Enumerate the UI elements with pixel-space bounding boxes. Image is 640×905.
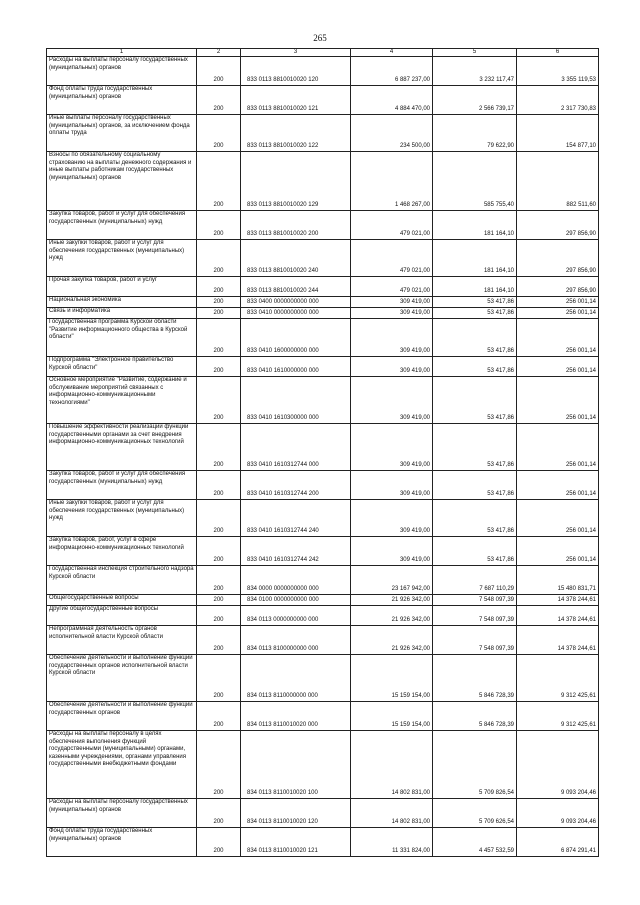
row-approved-amount: 23 167 942,00 (351, 566, 433, 595)
row-approved-amount: 309 419,00 (351, 500, 433, 537)
row-name: Иные закупки товаров, работ и услуг для обеспечения государственных (муниципальных) нужд (47, 240, 197, 277)
row-budget-code: 833 0400 0000000000 000 (241, 297, 351, 308)
row-unexecuted-amount: 2 317 730,83 (517, 86, 599, 115)
row-name: Расходы на выплаты персоналу государственных (муниципальных) органов (47, 799, 197, 828)
row-unexecuted-amount: 882 511,60 (517, 152, 599, 211)
row-executed-amount: 4 457 532,59 (433, 828, 517, 857)
row-budget-code: 833 0113 8810010020 240 (241, 240, 351, 277)
table-row (47, 57, 599, 86)
row-approved-amount: 21 926 342,00 (351, 606, 433, 626)
row-budget-code: 833 0113 8810010020 200 (241, 211, 351, 240)
row-approved-amount: 14 802 831,00 (351, 799, 433, 828)
row-executed-amount: 5 846 728,39 (433, 702, 517, 731)
row-executed-amount: 5 709 826,54 (433, 731, 517, 799)
row-executed-amount: 53 417,86 (433, 319, 517, 357)
row-code: 200 (197, 308, 241, 319)
row-executed-amount: 53 417,86 (433, 471, 517, 500)
row-executed-amount: 2 566 739,17 (433, 86, 517, 115)
row-approved-amount: 6 887 237,00 (351, 57, 433, 86)
row-executed-amount: 181 164,10 (433, 240, 517, 277)
row-name: Фонд оплаты труда государственных (муниципальных) органов (47, 86, 197, 115)
row-budget-code: 833 0410 1600000000 000 (241, 319, 351, 357)
row-unexecuted-amount: 256 001,14 (517, 500, 599, 537)
row-approved-amount: 15 159 154,00 (351, 702, 433, 731)
table-row (47, 357, 599, 377)
table-row (47, 606, 599, 626)
row-approved-amount: 309 419,00 (351, 377, 433, 424)
row-approved-amount: 479 021,00 (351, 277, 433, 297)
row-executed-amount: 53 417,86 (433, 377, 517, 424)
table-row (47, 731, 599, 799)
header-col-2: 2 (197, 49, 241, 57)
row-name: Государственная программа Курской области "Развитие информационного общества в Курской области" (47, 319, 197, 357)
table-row (47, 655, 599, 702)
row-executed-amount: 79 622,90 (433, 115, 517, 152)
row-unexecuted-amount: 256 001,14 (517, 297, 599, 308)
table-row (47, 595, 599, 606)
row-executed-amount: 5 709 626,54 (433, 799, 517, 828)
row-approved-amount: 309 419,00 (351, 471, 433, 500)
row-code: 200 (197, 471, 241, 500)
row-code: 200 (197, 297, 241, 308)
table-body (47, 57, 599, 857)
table-row (47, 424, 599, 471)
row-name: Взносы по обязательному социальному страхованию на выплаты денежного содержания и иные выплаты работникам государственных (муниципальных) органов (47, 152, 197, 211)
row-code: 200 (197, 424, 241, 471)
header-col-3: 3 (241, 49, 351, 57)
row-budget-code: 833 0410 1610312744 000 (241, 424, 351, 471)
table-row (47, 566, 599, 595)
table-row (47, 115, 599, 152)
row-executed-amount: 5 846 728,39 (433, 655, 517, 702)
row-code: 200 (197, 377, 241, 424)
row-executed-amount: 3 232 117,47 (433, 57, 517, 86)
row-executed-amount: 53 417,86 (433, 297, 517, 308)
row-name: Связь и информатика (47, 308, 197, 319)
row-code: 200 (197, 211, 241, 240)
row-budget-code: 833 0410 1610312744 240 (241, 500, 351, 537)
row-executed-amount: 181 164,10 (433, 211, 517, 240)
table-row (47, 799, 599, 828)
row-approved-amount: 309 419,00 (351, 424, 433, 471)
table-row (47, 828, 599, 857)
row-budget-code: 834 0113 0000000000 000 (241, 606, 351, 626)
header-row (47, 49, 599, 57)
row-budget-code: 834 0000 0000000000 000 (241, 566, 351, 595)
row-name: Фонд оплаты труда государственных (муниципальных) органов (47, 828, 197, 857)
row-unexecuted-amount: 256 001,14 (517, 377, 599, 424)
row-budget-code: 834 0113 8100000000 000 (241, 626, 351, 655)
row-approved-amount: 309 419,00 (351, 537, 433, 566)
row-unexecuted-amount: 154 877,10 (517, 115, 599, 152)
row-code: 200 (197, 500, 241, 537)
row-unexecuted-amount: 256 001,14 (517, 471, 599, 500)
row-unexecuted-amount: 9 093 204,46 (517, 799, 599, 828)
row-unexecuted-amount: 14 378 244,61 (517, 595, 599, 606)
budget-table (46, 48, 599, 857)
row-approved-amount: 234 500,00 (351, 115, 433, 152)
row-name: Основное мероприятие "Развитие, содержание и обслуживание мероприятий связанных с информационно-коммуникационными технологиями" (47, 377, 197, 424)
row-code: 200 (197, 240, 241, 277)
row-budget-code: 833 0113 8810010020 244 (241, 277, 351, 297)
row-executed-amount: 53 417,86 (433, 500, 517, 537)
row-name: Общегосударственные вопросы (47, 595, 197, 606)
row-unexecuted-amount: 297 856,90 (517, 211, 599, 240)
row-budget-code: 833 0410 1610312744 200 (241, 471, 351, 500)
row-approved-amount: 11 331 824,00 (351, 828, 433, 857)
row-code: 200 (197, 57, 241, 86)
row-executed-amount: 7 687 110,29 (433, 566, 517, 595)
row-budget-code: 833 0113 8810010020 120 (241, 57, 351, 86)
row-unexecuted-amount: 256 001,14 (517, 537, 599, 566)
row-code: 200 (197, 357, 241, 377)
row-approved-amount: 479 021,00 (351, 240, 433, 277)
row-code: 200 (197, 828, 241, 857)
row-name: Расходы на выплаты персоналу в целях обеспечения выполнения функций государственными (муниципальными) органами, казенными учреждениями, органами управления государственными внебюджетными фондами (47, 731, 197, 799)
row-approved-amount: 15 159 154,00 (351, 655, 433, 702)
row-approved-amount: 309 419,00 (351, 357, 433, 377)
header-col-4: 4 (351, 49, 433, 57)
table-row (47, 86, 599, 115)
row-approved-amount: 309 419,00 (351, 297, 433, 308)
row-executed-amount: 181 164,10 (433, 277, 517, 297)
row-name: Прочая закупка товаров, работ и услуг (47, 277, 197, 297)
row-unexecuted-amount: 9 312 425,61 (517, 702, 599, 731)
table-row (47, 319, 599, 357)
row-budget-code: 834 0113 8110010020 120 (241, 799, 351, 828)
header-col-5: 5 (433, 49, 517, 57)
row-unexecuted-amount: 6 874 291,41 (517, 828, 599, 857)
row-executed-amount: 53 417,86 (433, 308, 517, 319)
row-code: 200 (197, 731, 241, 799)
row-unexecuted-amount: 15 480 831,71 (517, 566, 599, 595)
row-unexecuted-amount: 256 001,14 (517, 319, 599, 357)
row-unexecuted-amount: 3 355 119,53 (517, 57, 599, 86)
row-executed-amount: 7 548 097,39 (433, 626, 517, 655)
row-code: 200 (197, 566, 241, 595)
row-approved-amount: 4 884 470,00 (351, 86, 433, 115)
row-budget-code: 833 0113 8810010020 129 (241, 152, 351, 211)
row-name: Закупка товаров, работ и услуг для обеспечения государственных (муниципальных) нужд (47, 211, 197, 240)
table-row (47, 500, 599, 537)
row-budget-code: 833 0113 8810010020 122 (241, 115, 351, 152)
row-unexecuted-amount: 256 001,14 (517, 357, 599, 377)
row-code: 200 (197, 115, 241, 152)
table-row (47, 702, 599, 731)
row-unexecuted-amount: 256 001,14 (517, 424, 599, 471)
row-budget-code: 834 0113 8110010020 000 (241, 702, 351, 731)
row-budget-code: 833 0410 0000000000 000 (241, 308, 351, 319)
row-name: Повышение эффективности реализации функций государственными органами за счет внедрения информационно-коммуникационных технологий (47, 424, 197, 471)
row-executed-amount: 53 417,86 (433, 357, 517, 377)
row-unexecuted-amount: 14 378 244,61 (517, 606, 599, 626)
row-executed-amount: 53 417,86 (433, 424, 517, 471)
header-col-6: 6 (517, 49, 599, 57)
row-budget-code: 834 0113 8110010020 100 (241, 731, 351, 799)
row-name: Обеспечение деятельности и выполнение функций государственных органов исполнительной власти Курской области (47, 655, 197, 702)
row-code: 200 (197, 595, 241, 606)
row-code: 200 (197, 799, 241, 828)
row-code: 200 (197, 537, 241, 566)
row-name: Закупка товаров, работ и услуг для обеспечения государственных (муниципальных) нужд (47, 471, 197, 500)
row-approved-amount: 309 419,00 (351, 319, 433, 357)
row-code: 200 (197, 152, 241, 211)
table-row (47, 308, 599, 319)
row-name: Другие общегосударственные вопросы (47, 606, 197, 626)
table-row (47, 240, 599, 277)
row-executed-amount: 7 548 097,39 (433, 595, 517, 606)
row-unexecuted-amount: 297 856,90 (517, 277, 599, 297)
row-executed-amount: 7 548 097,39 (433, 606, 517, 626)
row-name: Закупка товаров, работ, услуг в сфере информационно-коммуникационных технологий (47, 537, 197, 566)
row-name: Обеспечение деятельности и выполнение функций государственных органов (47, 702, 197, 731)
table-row (47, 626, 599, 655)
header-col-1: 1 (47, 49, 197, 57)
row-code: 200 (197, 319, 241, 357)
row-budget-code: 833 0410 1610000000 000 (241, 357, 351, 377)
row-approved-amount: 21 926 342,00 (351, 595, 433, 606)
row-code: 200 (197, 277, 241, 297)
table-row (47, 377, 599, 424)
table-row (47, 297, 599, 308)
row-name: Иные закупки товаров, работ и услуг для обеспечения государственных (муниципальных) нужд (47, 500, 197, 537)
row-unexecuted-amount: 256 001,14 (517, 308, 599, 319)
row-approved-amount: 14 802 831,00 (351, 731, 433, 799)
row-unexecuted-amount: 297 856,90 (517, 240, 599, 277)
row-executed-amount: 585 755,40 (433, 152, 517, 211)
row-unexecuted-amount: 9 312 425,61 (517, 655, 599, 702)
row-approved-amount: 21 926 342,00 (351, 626, 433, 655)
row-code: 200 (197, 655, 241, 702)
row-unexecuted-amount: 14 378 244,61 (517, 626, 599, 655)
row-approved-amount: 309 419,00 (351, 308, 433, 319)
row-unexecuted-amount: 9 093 204,46 (517, 731, 599, 799)
table-row (47, 277, 599, 297)
row-approved-amount: 1 468 267,00 (351, 152, 433, 211)
table-row (47, 471, 599, 500)
row-name: Иные выплаты персоналу государственных (муниципальных) органов, за исключением фонда оплаты труда (47, 115, 197, 152)
row-name: Подпрограмма "Электронное правительство Курской области" (47, 357, 197, 377)
table-row (47, 537, 599, 566)
row-name: Непрограммная деятельность органов исполнительной власти Курской области (47, 626, 197, 655)
row-code: 200 (197, 702, 241, 731)
row-name: Государственная инспекция строительного надзора Курской области (47, 566, 197, 595)
row-name: Национальная экономика (47, 297, 197, 308)
row-code: 200 (197, 86, 241, 115)
row-code: 200 (197, 606, 241, 626)
row-approved-amount: 479 021,00 (351, 211, 433, 240)
row-executed-amount: 53 417,86 (433, 537, 517, 566)
row-budget-code: 833 0113 8810010020 121 (241, 86, 351, 115)
row-budget-code: 834 0100 0000000000 000 (241, 595, 351, 606)
table-row (47, 211, 599, 240)
row-budget-code: 833 0410 1610312744 242 (241, 537, 351, 566)
row-budget-code: 834 0113 8110000000 000 (241, 655, 351, 702)
page-number: 265 (313, 33, 327, 43)
row-name: Расходы на выплаты персоналу государственных (муниципальных) органов (47, 57, 197, 86)
row-budget-code: 834 0113 8110010020 121 (241, 828, 351, 857)
row-budget-code: 833 0410 1610300000 000 (241, 377, 351, 424)
row-code: 200 (197, 626, 241, 655)
table-row (47, 152, 599, 211)
